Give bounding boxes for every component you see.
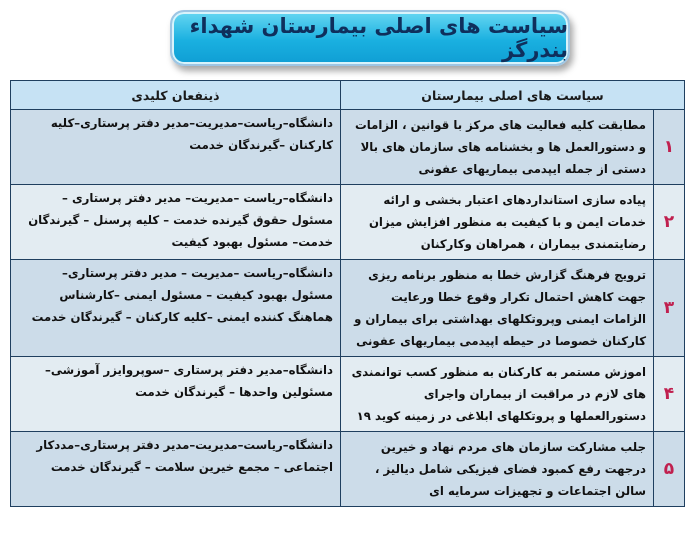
header-row	[11, 81, 685, 110]
row-number: ۵	[654, 432, 685, 507]
stakeholders-cell: دانشگاه–مدیر دفتر پرستاری –سوپروایزر آموزشی– مسئولین واحدها – گیرندگان خدمت	[11, 357, 341, 432]
stakeholders-cell: دانشگاه–ریاست –مدیریت – مدیر دفتر پرستاری–مسئول بهبود کیفیت – مسئول ایمنی –کارشناس هماهنگ کننده ایمنی –کلیه کارکنان – گیرندگان خدمت	[11, 260, 341, 357]
table-row	[11, 432, 685, 507]
title-banner	[170, 10, 570, 66]
policy-cell: اموزش مستمر به کارکنان به منظور کسب توانمندی های لازم در مراقبت از بیماران واجرای دستورالعملها و پروتکلهای ابلاغی در زمینه کوید ۱۹	[341, 357, 654, 432]
policy-cell: ترویج فرهنگ گزارش خطا به منظور برنامه ریزی جهت کاهش احتمال تکرار وقوع خطا ورعایت الزامات ایمنی وپروتکلهای بهداشتی برای بیماران و کارکنان خصوصا در حیطه اپیدمی بیماریهای عفونی	[341, 260, 654, 357]
stakeholders-cell: دانشگاه–ریاست –مدیریت– مدیر دفتر پرستاری –مسئول حقوق گیرنده خدمت – کلیه پرسنل – گیرندگان خدمت– مسئول بهبود کیفیت	[11, 185, 341, 260]
header-policy: سیاست های اصلی بیمارستان	[341, 81, 685, 110]
policy-cell: پیاده سازی استانداردهای اعتبار بخشی و ارائه خدمات ایمن و با کیفیت به منظور افزایش میزان رضایتمندی بیماران ، همراهان وکارکنان	[341, 185, 654, 260]
row-number: ۱	[654, 110, 685, 185]
policy-cell: مطابقت کلیه فعالیت های مرکز با قوانین ، الزامات و دستورالعمل ها و بخشنامه های سازمان های بالا دستی از جمله ایپدمی بیماریهای عفونی	[341, 110, 654, 185]
row-number: ۳	[654, 260, 685, 357]
table-row	[11, 260, 685, 357]
header-stakeholders: ذینفعان کلیدی	[11, 81, 341, 110]
row-number: ۲	[654, 185, 685, 260]
policies-table	[10, 80, 685, 507]
table-row	[11, 357, 685, 432]
page-title: سیاست های اصلی بیمارستان شهداء بندرگز	[189, 14, 568, 62]
table-row	[11, 110, 685, 185]
stakeholders-cell: دانشگاه–ریاست–مدیریت–مدیر دفتر پرستاری–مددکار اجتماعی – مجمع خیرین سلامت – گیرندگان خدمت	[11, 432, 341, 507]
table-row	[11, 185, 685, 260]
row-number: ۴	[654, 357, 685, 432]
stakeholders-cell: دانشگاه–ریاست–مدیریت–مدیر دفتر پرستاری–کلیه کارکنان –گیرندگان خدمت	[11, 110, 341, 185]
policy-cell: جلب مشارکت سازمان های مردم نهاد و خیرین درجهت رفع کمبود فضای فیزیکی شامل دیالیز ، سالن اجتماعات و تجهیزات سرمایه ای	[341, 432, 654, 507]
